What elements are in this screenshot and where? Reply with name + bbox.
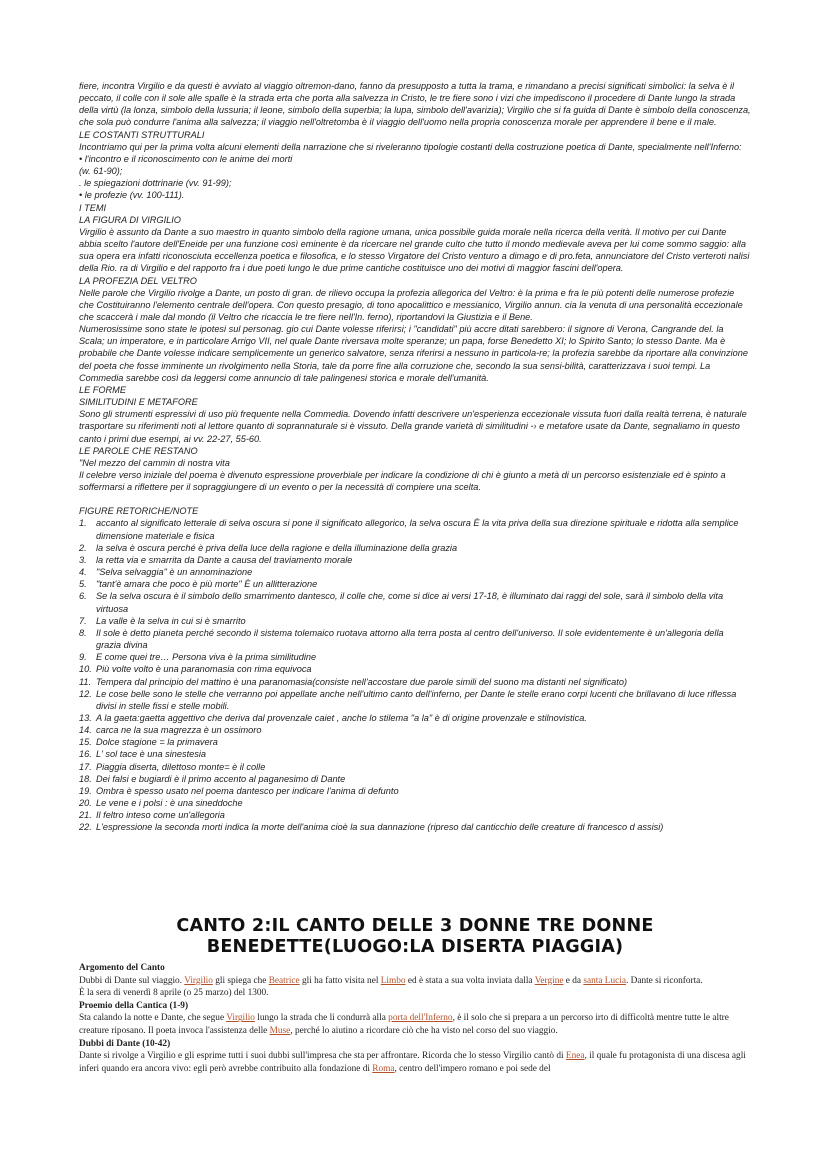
section-heading-costanti: LE COSTANTI STRUTTURALI <box>79 129 205 140</box>
list-item: 3. la retta via e smarrita da Dante a causa del traviamento morale <box>79 554 353 565</box>
link-virgilio[interactable]: Virgilio <box>184 975 213 986</box>
famous-verse-quote: "Nel mezzo del cammin di nostra vita <box>79 457 230 468</box>
parole-paragraph: Il celebre verso iniziale del poema è divenuto espressione proverbiale per indicare la condizione di chi è giunto a metà di un percorso esistenziale ed è spinto a soffermarsi a riflettere per il sopraggiungere di un evento o per la necessità di compiere una scelta. <box>79 470 726 493</box>
list-item: 1. accanto al significato letterale di selva oscura si pone il significato allegorico, la selva oscura È la vita priva della sua direzione spirituale e ridotta alla semplice dimensione materiale e fisica <box>79 518 739 541</box>
section-heading-forme: LE FORME <box>79 384 126 395</box>
section-heading-veltro: LA PROFEZIA DEL VELTRO <box>79 275 197 286</box>
canto2-title: CANTO 2:IL CANTO DELLE 3 DONNE TRE DONNE BENEDETTE(LUOGO:LA DISERTA PIAGGIA) <box>176 916 654 957</box>
list-item: 17. Piaggia diserta, dilettoso monte= è il colle <box>79 761 266 772</box>
costanti-item: (w. 61-90); <box>79 166 123 177</box>
list-item: 22. L'espressione la seconda morti indica la morte dell'anima cioè la sua dannazione (ripreso dal canticchio delle creature di francesco d assisi) <box>79 822 664 833</box>
rhetorical-notes-list <box>79 517 751 833</box>
list-item: 8. Il sole è detto pianeta perché secondo il sistema tolemaico ruotava attorno alla terra posta al centro dell'universo. Il sole evidentemente è un'allegoria della grazia divina <box>79 627 724 651</box>
dubbi-paragraph: Dante si rivolge a Virgilio e gli esprime tutti i suoi dubbi sull'impresa che sta per affrontare. Ricorda che lo stesso Virgilio cantò di Enea, il quale fu protagonista di una discesa agli inferi quando era ancora vivo: egli però avrebbe contribuito alla fondazione di Roma, centro dell'impero romano e poi sede del <box>79 1051 746 1074</box>
list-item: 18. Dei falsi e bugiardi è il primo accento al paganesimo di Dante <box>79 773 346 784</box>
link-muse[interactable]: Muse <box>269 1025 291 1036</box>
intro-paragraph: fiere, incontra Virgilio e da questi è avviato al viaggio oltremon-dano, fanno da presupposto a tutta la trama, e rimandano a precisi significati simbolici: la selva è il peccato, il colle con il sole alle spalle è la strada erta che porta alla salvezza in Cristo, le tre fiere sono i vizi che impediscono il procedere di Dante lungo la strada della virtù (la lonza, simbolo della lussuria; il leone, simbolo della superbia; la lupa, simbolo dell'avarizia); Virgilio che si fa guida di Dante è simbolo della conoscenza, che sola può condurre l'anima alla salvezza; il viaggio nell'oltretomba è il viaggio dell'uomo nella propria conoscenza morale per apprendere il bene e il male. <box>79 81 751 128</box>
proemio-paragraph: Sta calando la notte e Dante, che segue Virgilio lungo la strada che li condurrà alla porta dell'Inferno, è il solo che si prepara a un percorso irto di difficoltà mentre tutte le altre creature riposano. Il poeta invoca l'assistenza delle Muse, perché lo aiutino a ricordare ciò che ha visto nel corso del suo viaggio. <box>79 1013 729 1036</box>
canto1-commentary <box>79 80 751 834</box>
link-limbo[interactable]: Limbo <box>380 975 406 986</box>
section-heading-figure: FIGURE RETORICHE/NOTE <box>79 506 199 517</box>
costanti-item: . le spiegazioni dottrinarie (vv. 91-99); <box>79 178 232 189</box>
list-item: 16. L' sol tace è una sinestesia <box>79 749 207 760</box>
list-item: 2. la selva è oscura perché è priva della luce della ragione e della illuminazione della grazia <box>79 542 458 553</box>
veltro-paragraph: Nelle parole che Virgilio rivolge a Dante, un posto di gran. de rilievo occupa la profezia allegorica del Veltro: è la prima e fra le più potenti delle numerose profezie che Costituiranno l'elemento centrale dell'opera. Con questo presagio, di tono apocalittico e messianico, Virgilio annun. cia la venuta di una personalità eccezionale che scaccerà i male dal mondo (il Veltro che ricaccia le tre fiere nell'In. ferno), riportandovi la Giustizia e il Bene. <box>79 287 743 322</box>
spacer <box>79 493 751 505</box>
list-item: 20. Le vene e i polsi : è una sineddoche <box>79 798 243 809</box>
link-roma[interactable]: Roma <box>372 1063 395 1074</box>
sera-line: È la sera di venerdì 8 aprile (o 25 marzo) del 1300. <box>79 988 269 999</box>
virgilio-paragraph: Virgilio è assunto da Dante a suo maestro in quanto simbolo della ragione umana, unica possibile guida morale nella ricerca della verità. Il motivo per cui Dante abbia scelto l'autore dell'Eneide per una funzione così eminente è da ricercare nel grande culto che tutto il mondo medievale aveva per lui come sommo saggio: alla sua opera era infatti riconosciuta eccellenza poetica e filosofica, e lo stesso Virgatore del Cristo venturo a dimago e di pro.feta, annunciatore del Cristo verteroti nalisi della Rio. ra di Virgilio e del rapporto fra i due poeti lungo le due prime cantiche costituisce uno dei motivi di maggior fascini dell'opera. <box>79 226 750 274</box>
list-item: 5. "tant'è amara che poco è più morte" È un allitterazione <box>79 579 318 590</box>
list-item: 7. La valle è la selva in cui si è smarrito <box>79 615 246 626</box>
section-heading-temi: I TEMI <box>79 202 107 213</box>
link-beatrice[interactable]: Beatrice <box>268 975 300 986</box>
section-heading-similitudini: SIMILITUDINI E METAFORE <box>79 397 198 408</box>
section-heading-virgilio: LA FIGURA DI VIRGILIO <box>79 214 181 225</box>
list-item: 10. Più volte volto è una paranomasia con rima equivoca <box>79 664 312 675</box>
list-item: 14. carca ne la sua magrezza è un ossimoro <box>79 725 262 736</box>
link-porta-inferno[interactable]: porta dell'Inferno <box>388 1013 453 1024</box>
argomento-paragraph: Dubbi di Dante sul viaggio. Virgilio gli spiega che Beatrice gli ha fatto visita nel Limbo ed è stata a sua volta inviata dalla Vergine e da santa Lucia. Dante si riconforta. <box>79 975 703 986</box>
list-item: 6. Se la selva oscura è il simbolo dello smarrimento dantesco, il colle che, come si dice ai versi 17-18, è illuminato dai raggi del sole, sarà il simbolo della vita virtuosa <box>79 591 724 614</box>
costanti-item: • l'incontro e il riconoscimento con le anime dei morti <box>79 153 293 164</box>
proemio-heading: Proemio della Cantica (1-9) <box>79 1000 189 1011</box>
similitudini-paragraph: Sono gli strumenti espressivi di uso più frequente nella Commedia. Dovendo infatti descrivere un'esperienza eccezionale vissuta fuori dalla realtà terrena, è naturale trasportare su riferimenti noti al lettore quanto di soprannaturale si è vissuto. Della grande varietà di similitudini -› e metafore usate da Dante, segnaliamo in questo canto i primi due esempi, ai vv. 22-27, 55-60. <box>79 409 747 444</box>
argomento-heading: Argomento del Canto <box>79 963 165 973</box>
link-virgilio-2[interactable]: Virgilio <box>226 1013 255 1024</box>
list-item: 13. A la gaeta:gaetta aggettivo che deriva dal provenzale caiet , anche lo stilema "a la" è di origine provenzale e stilnovistica. <box>79 712 587 723</box>
list-item: 15. Dolce stagione = la primavera <box>79 737 218 748</box>
list-item: 4. "Selva selvaggia" è un annominazione <box>79 567 253 578</box>
veltro-paragraph-2: Numerosissime sono state le ipotesi sul personag. gio cui Dante volesse riferirsi; i "candidati" più accre ditati sarebbero: il signore di Verona, Cangrande del. la Scala; un imperatore, e in particolare Arrigo VII, nel quale Dante riversava molte speranze; un papa, forse Benedetto XI; lo Spirito Santo; lo stesso Dante. Ma è probabile che Dante volesse indicare semplicemente un generico salvatore, senza riferirsi a nessuno in particola-re; la profezia sarebbe da riportare alla convinzione del poeta che fosse imminente un rivolgimento nella Storia, tale da porre fine alla corruzione che, secondo la sua sensi-bilità, caratterizzava i suoi tempi. La Commedia sarebbe così da leggersi come annuncio di tale palingenesi storica e morale dell'umanità. <box>79 324 749 383</box>
list-item: 12. Le cose belle sono le stelle che verranno poi appellate anche nell'ultimo canto dell'inferno, per Dante le stelle erano corpi lucenti che brillavano di luce riflessa divisi in stelle fissi e stelle mobili. <box>79 688 737 711</box>
section-heading-parole: LE PAROLE CHE RESTANO <box>79 445 198 456</box>
dubbi-heading: Dubbi di Dante (10-42) <box>79 1038 171 1049</box>
link-santa-lucia[interactable]: santa Lucia <box>583 975 626 986</box>
link-enea[interactable]: Enea <box>565 1051 585 1062</box>
list-item: 11. Tempera dal principio del mattino è una paranomasia(consiste nell'accostare due parole simili del suono ma distanti nel significato) <box>79 676 628 687</box>
link-vergine[interactable]: Vergine <box>534 975 564 986</box>
list-item: 21. Il feltro inteso come un'allegoria <box>79 810 225 821</box>
costanti-item: • le profezie (vv. 100-111). <box>79 190 185 201</box>
list-item: 19. Ombra è spesso usato nel poema dantesco per indicare l'anima di defunto <box>79 785 399 796</box>
list-item: 9. E come quei tre… Persona viva è la prima similitudine <box>79 652 317 663</box>
costanti-paragraph: Incontriamo qui per la prima volta alcuni elementi della narrazione che si riveleranno tipologie costanti della costruzione poetica di Dante, specialmente nell'Inferno: <box>79 141 742 152</box>
canto2-section <box>79 962 751 1075</box>
